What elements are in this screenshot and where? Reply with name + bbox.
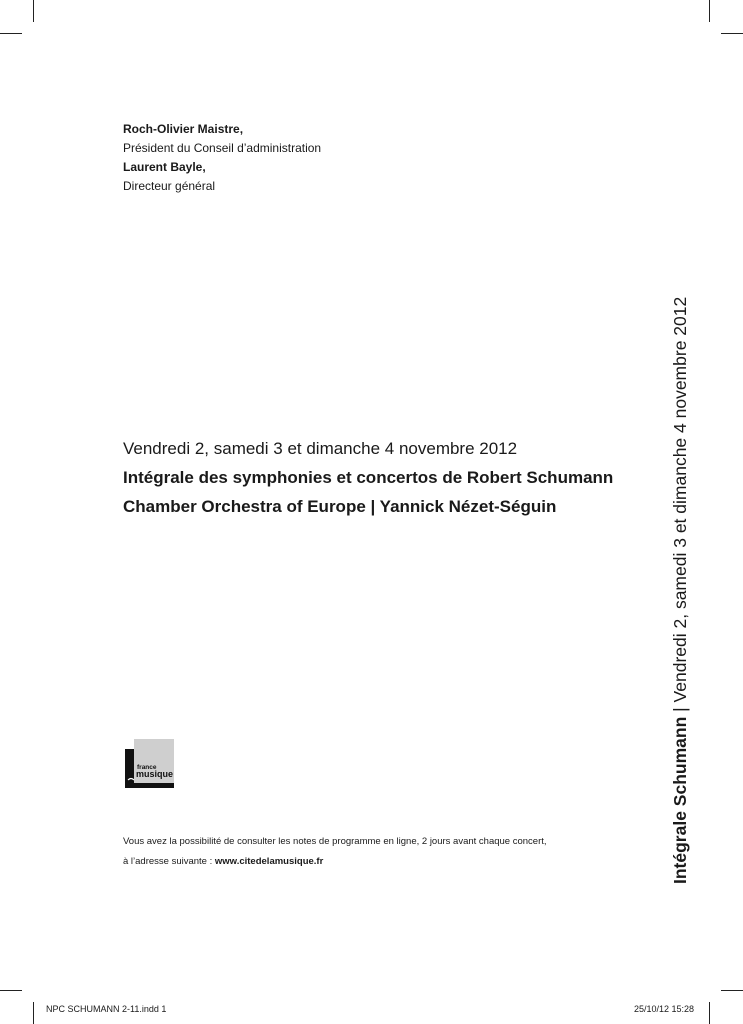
event-heading: [123, 434, 643, 521]
logo-text-musique: musique: [136, 769, 174, 779]
admin-role-1: Président du Conseil d’administration: [123, 141, 322, 155]
logo-text-france: france: [137, 764, 157, 771]
note-line-1: Vous avez la possibilité de consulter les notes de programme en ligne, 2 jours avant chaque concert,: [123, 836, 547, 847]
online-notes-paragraph: [123, 832, 547, 872]
event-title: Intégrale des symphonies et concertos de Robert Schumann: [123, 468, 614, 487]
admin-role-2: Directeur général: [123, 179, 216, 193]
crop-mark-top-right: [709, 0, 710, 22]
spine-separator: |: [670, 702, 690, 717]
admin-name-2: Laurent Bayle,: [123, 160, 206, 174]
france-musique-logo: [125, 739, 174, 788]
spine-title-bold: Intégrale Schumann: [670, 716, 690, 884]
event-performers: Chamber Orchestra of Europe | Yannick Nézet-Séguin: [123, 497, 557, 516]
footer-timestamp: 25/10/12 15:28: [634, 1004, 695, 1014]
admin-name-1: Roch-Olivier Maistre,: [123, 122, 244, 136]
crop-mark-bottom-right: [709, 1002, 710, 1024]
crop-mark-bottom-left-h: [0, 990, 22, 991]
note-line-2: [123, 852, 547, 872]
administration-block: [123, 120, 321, 196]
crop-mark-top-left: [33, 0, 34, 22]
website-link[interactable]: www.citedelamusique.fr: [214, 856, 324, 867]
crop-mark-bottom-left: [33, 1002, 34, 1024]
crop-mark-bottom-right-h: [721, 990, 743, 991]
spine-title: [667, 296, 693, 884]
crop-mark-top-left-h: [0, 33, 22, 34]
spine-title-dates: Vendredi 2, samedi 3 et dimanche 4 novembre 2012: [670, 296, 690, 703]
note-line-2-prefix: à l’adresse suivante :: [123, 856, 213, 867]
footer-filename: NPC SCHUMANN 2-11.indd 1: [46, 1004, 167, 1014]
crop-mark-top-right-h: [721, 33, 743, 34]
event-date: Vendredi 2, samedi 3 et dimanche 4 novembre 2012: [123, 439, 518, 458]
